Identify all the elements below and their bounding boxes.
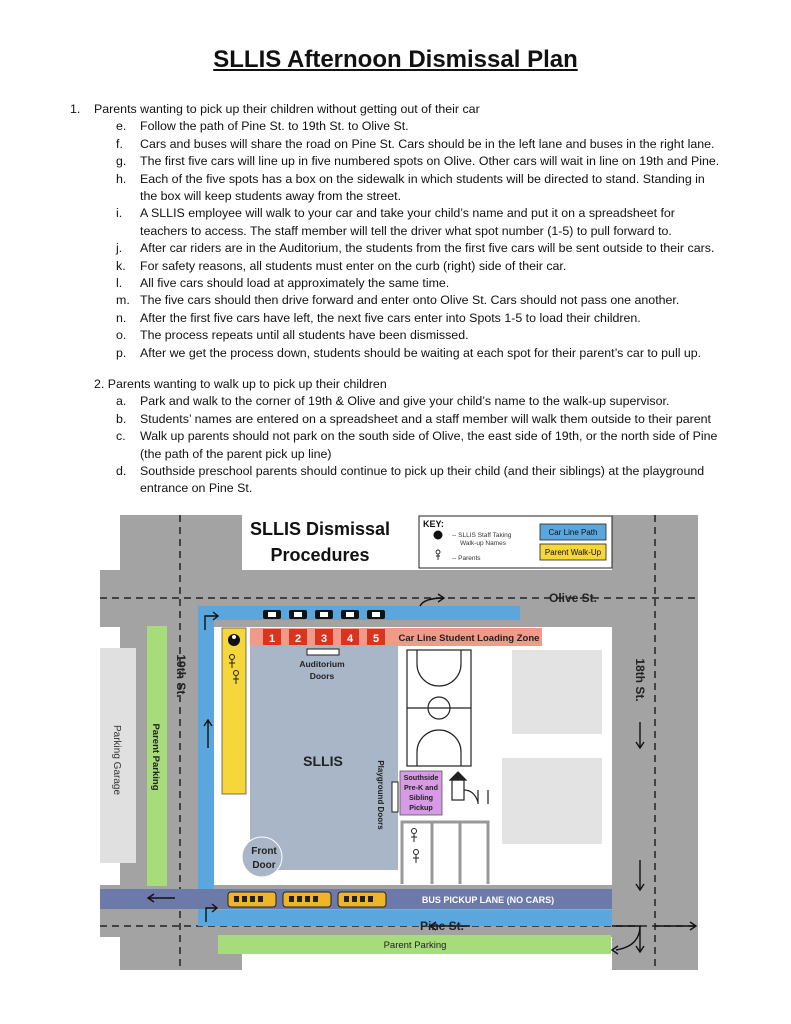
basketball-court <box>407 650 471 766</box>
front-door <box>242 837 282 877</box>
list-item-text: teachers to access. The staff member will tell the driver what spot number (1-5) to pull forward to. <box>140 223 672 238</box>
list-item-text: The process repeats until all students have been dismissed. <box>140 328 469 343</box>
list-item-text: After car riders are in the Auditorium, the students from the first five cars will be sent outside to their cars. <box>140 241 715 256</box>
loading-zone-label: Car Line Student Loading Zone <box>398 633 540 644</box>
olive-st-label: Olive St. <box>548 591 598 605</box>
car-window <box>372 612 380 617</box>
buses <box>228 892 386 907</box>
list-item-text: Cars and buses will share the road on Pine St. Cars should be in the left lane and buses in the right lane. <box>140 136 715 151</box>
walkup-strip <box>222 628 246 794</box>
list-item-label: j. <box>116 241 123 256</box>
bus-lane-label: BUS PICKUP LANE (NO CARS) <box>421 895 555 905</box>
list-item-label: c. <box>116 429 126 444</box>
list-item-text: A SLLIS employee will walk to your car and take your child’s name and put it on a spreadsheet for <box>140 206 675 221</box>
spot-number: 2 <box>294 633 302 645</box>
front-door-label-2: Door <box>252 860 276 871</box>
map-title-2: Procedures <box>270 545 370 565</box>
key-parent-walkup: Parent Walk-Up <box>544 548 602 557</box>
section-1-heading: Parents wanting to pick up their children without getting out of their car <box>94 102 480 116</box>
southside-line-2: Pre-K and <box>404 783 438 792</box>
southside-line-3: Sibling <box>409 793 433 802</box>
list-item-text: Follow the path of Pine St. to 19th St. to Olive St. <box>140 119 409 134</box>
key-parents: -- Parents <box>452 555 481 562</box>
list-item-label: k. <box>116 258 126 273</box>
car-path-pine <box>198 910 612 926</box>
parent-parking-vertical-label: Parent Parking <box>150 723 161 791</box>
list-item-label: b. <box>116 411 127 426</box>
list-item-label: n. <box>116 310 127 325</box>
front-door-label-1: Front <box>251 846 277 857</box>
list-item-text: The five cars should then drive forward and enter onto Olive St. Cars should not pass one another. <box>140 293 680 308</box>
list-item-text: the box will keep students away from the street. <box>140 189 402 203</box>
playground-doors-marker <box>392 782 398 812</box>
list-item-label: d. <box>116 464 127 478</box>
car-window <box>294 612 302 617</box>
car-window <box>346 612 354 617</box>
list-item-text: Students’ names are entered on a spreadsheet and a staff member will walk them outside to their parent <box>140 411 711 426</box>
18th-st-label: 18th St. <box>633 658 647 702</box>
list-item-label: h. <box>116 171 127 186</box>
list-item-text: After we get the process down, students should be waiting at each spot for their parent’s car to pull up. <box>140 345 702 360</box>
list-item-label: f. <box>116 136 123 151</box>
playground-doors-label: Playground Doors <box>376 760 385 830</box>
southside-line-1: Southside <box>403 773 439 782</box>
southside-line-4: Pickup <box>409 803 433 812</box>
list-item-text: All five cars should load at approximately the same time. <box>140 276 450 290</box>
auditorium-label-2: Doors <box>309 671 335 681</box>
key-car-line-path: Car Line Path <box>548 528 598 537</box>
list-item-text: Park and walk to the corner of 19th & Olive and give your child’s name to the walk-up supervisor. <box>140 394 670 409</box>
staff-icon-head <box>232 635 236 639</box>
list-item-text: After the first five cars have left, the next five cars enter into Spots 1-5 to load their children. <box>140 310 641 325</box>
list-item-text: Each of the five spots has a box on the sidewalk in which students will be directed to stand. Standing in <box>140 171 705 186</box>
list-item-text: entrance on Pine St. <box>140 481 253 496</box>
parent-parking-bottom-label: Parent Parking <box>383 940 447 951</box>
list-item-label: i. <box>116 206 123 221</box>
list-item-text: The first five cars will line up in five numbered spots on Olive. Other cars will wait in line on 19th and Pine. <box>140 154 720 169</box>
map-title-1: SLLIS Dismissal <box>249 519 391 539</box>
spot-number: 1 <box>268 633 276 645</box>
list-item-label: p. <box>116 345 127 360</box>
list-item-label: l. <box>116 276 123 290</box>
pine-st-label: Pine St. <box>419 919 465 933</box>
19th-st-label: 19th St. <box>174 654 188 698</box>
car-window <box>320 612 328 617</box>
spot-number: 5 <box>372 633 380 645</box>
sllis-label: SLLIS <box>303 753 343 769</box>
key-staff-line-2: Walk-up Names <box>460 540 506 547</box>
key-staff-line-1: -- SLLIS Staff Taking <box>452 532 512 539</box>
section-1-number: 1. <box>70 102 81 116</box>
list-item-label: m. <box>116 293 130 308</box>
list-item-text: Southside preschool parents should continue to pick up their child (and their siblings) at the playground <box>140 464 705 478</box>
section-2-heading: 2. Parents wanting to walk up to pick up their children <box>94 377 387 391</box>
list-item-label: o. <box>116 328 127 343</box>
list-item-text: (the path of the parent pick up line) <box>140 446 332 461</box>
list-item-label: e. <box>116 119 127 134</box>
list-item-label: a. <box>116 394 127 409</box>
spot-number: 3 <box>320 633 328 645</box>
spot-number: 4 <box>346 633 354 645</box>
car-window <box>268 612 276 617</box>
building-ne <box>512 650 602 734</box>
parking-garage-label: Parking Garage <box>111 724 122 796</box>
car-path-19th <box>198 606 214 926</box>
list-item-label: g. <box>116 154 127 169</box>
key-staff-icon <box>434 531 443 540</box>
key-title: KEY: <box>423 519 444 529</box>
list-item-text: For safety reasons, all students must enter on the curb (right) side of their car. <box>140 258 567 273</box>
auditorium-label-1: Auditorium <box>299 659 345 669</box>
building-se <box>502 758 602 844</box>
auditorium-doors-marker <box>307 649 339 655</box>
list-item-text: Walk up parents should not park on the south side of Olive, the east side of 19th, or the north side of Pine <box>140 429 718 444</box>
page-title: SLLIS Afternoon Dismissal Plan <box>213 46 578 73</box>
